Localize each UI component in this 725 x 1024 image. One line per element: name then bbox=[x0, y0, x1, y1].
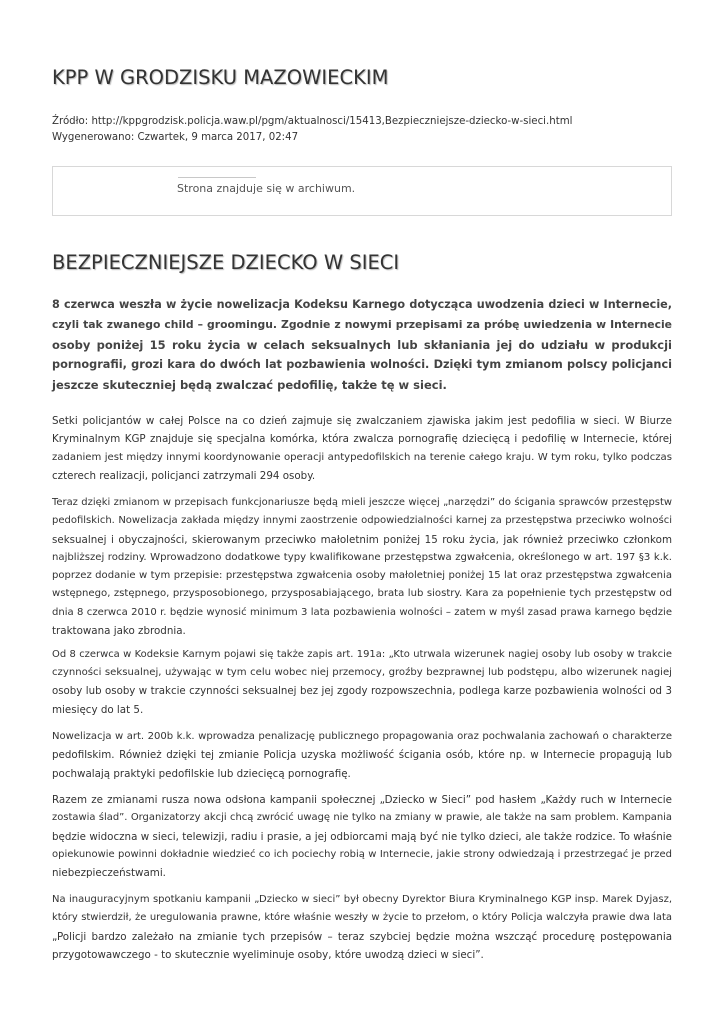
lead-line: czyli tak zwanego child – groomingu. Zgodnie z nowymi przepisami za próbę uwiedzenia w Internecie bbox=[52, 318, 672, 331]
article-paragraph bbox=[52, 494, 672, 640]
article-paragraph bbox=[52, 891, 672, 964]
paragraph-line: opiekunowie powinni dokładnie wiedzieć co ich pociechy robią w Internecie, jakie strony odwiedzają i przestrzegać je przed bbox=[52, 848, 672, 860]
paragraph-line: „Policji bardzo zależało na zmianie tych przepisów – teraz szybciej będzie można wszcząć procedurę postępowania bbox=[52, 930, 672, 943]
paragraph-line: osoby lub osoby w trakcie czynności seksualnej bez jej zgody rozpowszechnia, podlega karze pozbawienia wolności od 3 bbox=[52, 685, 672, 697]
paragraph-line: najbliższej rodziny. Wprowadzono dodatkowe typy kwalifikowane przestępstwa zgwałcenia, określonego w art. 197 §3 k.k. bbox=[52, 551, 672, 563]
paragraph-line: niebezpieczeństwami. bbox=[52, 867, 166, 880]
archive-notice: Strona znajduje się w archiwum. bbox=[177, 182, 356, 195]
article-title: BEZPIECZNIEJSZE DZIECKO W SIECI bbox=[52, 251, 400, 274]
paragraph-line: który stwierdził, że uregulowania prawne, które właśnie weszły w życie to przełom, o który Policja walczyła prawie dwa lata bbox=[52, 912, 672, 924]
paragraph-line: czynności seksualnej, używając w tym celu wobec niej przemocy, groźby bezprawnej lub podstępu, albo wizerunek nagiej bbox=[52, 667, 672, 679]
lead-line: pornografii, grozi kara do dwóch lat pozbawienia wolności. Dzięki tym zmianom polscy policjanci bbox=[52, 358, 672, 371]
paragraph-line: przygotowawczego - to skutecznie wyeliminuje osoby, które uwodzą dzieci w sieci”. bbox=[52, 948, 484, 961]
paragraph-line: zadaniem jest między innymi koordynowanie operacji antypedofilskich na terenie całego kraju. W tym roku, tylko podczas bbox=[52, 451, 672, 463]
archive-notice-box bbox=[52, 166, 672, 216]
paragraph-line: pedofilskim. Również dzięki tej zmianie Policja uzyska możliwość ścigania osób, które np. w Internecie propagują lub bbox=[52, 749, 672, 762]
paragraph-line: wstępnego, zstępnego, przysposobionego, przysposabiającego, brata lub siostry. Kara za popełnienie tych przestępstw od bbox=[52, 588, 672, 600]
paragraph-line: pochwalają praktyki pedofilskie lub dziecięcą pornografię. bbox=[52, 767, 351, 780]
paragraph-line: miesięcy do lat 5. bbox=[52, 703, 144, 716]
paragraph-line: Razem ze zmianami rusza nowa odsłona kampanii społecznej „Dziecko w Sieci” pod hasłem „Każdy ruch w Internecie bbox=[52, 794, 672, 806]
lead-line: osoby poniżej 15 roku życia w celach seksualnych lub skłaniania jej do udziału w produkcji bbox=[52, 338, 672, 352]
site-title: KPP W GRODZISKU MAZOWIECKIM bbox=[52, 66, 389, 89]
paragraph-line: poprzez dodanie w tym przepisie: przestępstwa zgwałcenia osoby małoletniej poniżej 15 lat oraz przestępstwa zgwałcenia bbox=[52, 570, 672, 582]
document-meta bbox=[52, 114, 572, 145]
archive-divider bbox=[178, 177, 256, 178]
article-paragraph bbox=[52, 646, 672, 719]
paragraph-line: będzie widoczna w sieci, telewizji, radiu i prasie, a jej odbiorcami mają być nie tylko dzieci, ale także rodzice. To właśnie bbox=[52, 830, 672, 843]
paragraph-line: Nowelizacja w art. 200b k.k. wprowadza penalizację publicznego propagowania oraz pochwalania zachowań o charakterze bbox=[52, 731, 672, 742]
source-url: Źródło: http://kppgrodzisk.policja.waw.pl/pgm/aktualnosci/15413,Bezpieczniejsze-dziecko-w-sieci.html bbox=[52, 116, 573, 127]
article-paragraph bbox=[52, 728, 672, 783]
paragraph-line: czterech realizacji, policjanci zatrzymali 294 osoby. bbox=[52, 469, 316, 482]
paragraph-line: Setki policjantów w całej Polsce na co dzień zajmuje się zwalczaniem zjawiska jakim jest pedofilia w sieci. W Biurze bbox=[52, 415, 672, 427]
paragraph-line: seksualnej i obyczajności, skierowanym przeciwko małoletnim poniżej 15 roku życia, jak również przeciwko członkom bbox=[52, 533, 672, 546]
paragraph-line: Od 8 czerwca w Kodeksie Karnym pojawi się także zapis art. 191a: „Kto utrwala wizerunek nagiej osoby lub osoby w trakcie bbox=[52, 649, 672, 660]
lead-line: 8 czerwca weszła w życie nowelizacja Kodeksu Karnego dotycząca uwodzenia dzieci w Internecie, bbox=[52, 298, 672, 311]
article-lead bbox=[52, 295, 672, 395]
paragraph-line: Teraz dzięki zmianom w przepisach funkcjonariusze będą mieli jeszcze więcej „narzędzi” do ścigania sprawców przestępstw bbox=[52, 497, 672, 508]
article-paragraph bbox=[52, 791, 672, 882]
paragraph-line: dnia 8 czerwca 2010 r. będzie wynosić minimum 3 lata pozbawienia wolności – zatem w myśl zasad prawa karnego będzie bbox=[52, 606, 672, 618]
paragraph-line: pedofilskich. Nowelizacja zakłada między innymi zaostrzenie odpowiedzialności karnej za przestępstwa przeciwko wolności bbox=[52, 515, 672, 527]
paragraph-line: Na inauguracyjnym spotkaniu kampanii „Dziecko w sieci” był obecny Dyrektor Biura Kryminalnego KGP insp. Marek Dyjasz, bbox=[52, 894, 672, 905]
paragraph-line: traktowana jako zbrodnia. bbox=[52, 625, 186, 638]
lead-line: jeszcze skuteczniej będą zwalczać pedofilię, także tę w sieci. bbox=[52, 378, 447, 392]
generated-date: Wygenerowano: Czwartek, 9 marca 2017, 02:47 bbox=[52, 131, 299, 143]
paragraph-line: Kryminalnym KGP znajduje się specjalna komórka, która zwalcza pornografię dziecięcą i pedofilię w Internecie, której bbox=[52, 433, 672, 446]
paragraph-line: zostawia ślad”. Organizatorzy akcji chcą zwrócić uwagę nie tylko na zmiany w prawie, ale także na sam problem. Kampania bbox=[52, 812, 672, 824]
article-paragraph bbox=[52, 412, 672, 485]
